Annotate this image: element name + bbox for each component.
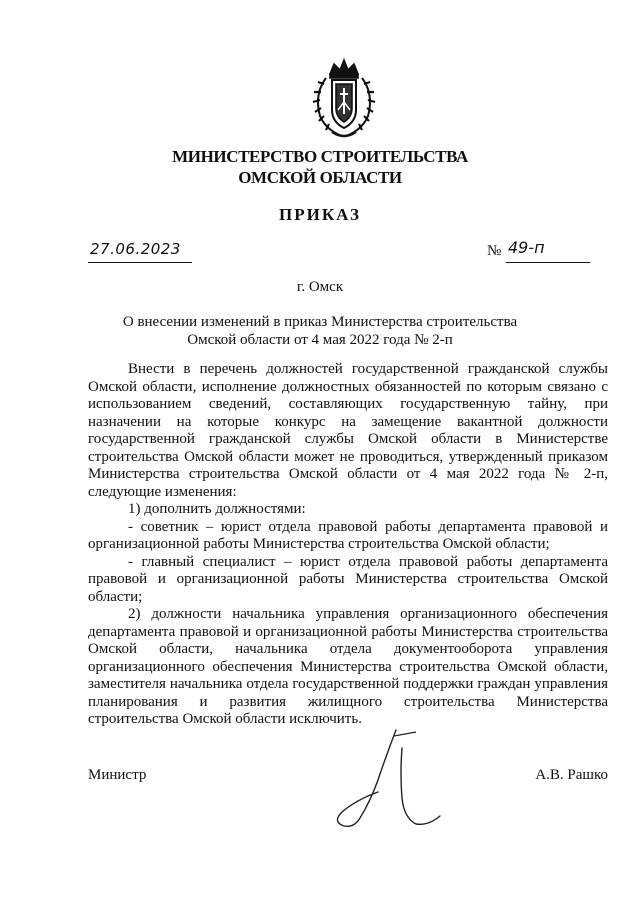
date-underline	[88, 262, 192, 263]
subject-line1: О внесении изменений в приказ Министерства строительства	[122, 314, 518, 330]
number-label: №	[487, 243, 502, 259]
subject-heading	[0, 313, 640, 349]
signatory-position: Министр	[88, 767, 147, 783]
signatory-name: А.В. Рашко	[535, 767, 608, 783]
subject-line2: Омской области от 4 мая 2022 года № 2-п	[187, 332, 453, 348]
document-type-title: ПРИКАЗ	[279, 205, 361, 224]
number-underline	[506, 262, 590, 263]
body-item-1-b: - главный специалист – юрист отдела правовой работы департамента правовой и организационной работы Министерства строительства Омской области;	[88, 553, 608, 605]
ministry-name-line1: МИНИСТЕРСТВО СТРОИТЕЛЬСТВА	[172, 147, 468, 166]
city: г. Омск	[296, 279, 344, 295]
body-item-1-a: - советник – юрист отдела правовой работы департамента правовой и организационной работы Министерства строительства Омской области;	[88, 518, 608, 552]
coat-of-arms-icon	[296, 54, 392, 140]
ministry-name-line2: ОМСКОЙ ОБЛАСТИ	[238, 168, 402, 187]
handwritten-date	[88, 240, 192, 262]
body-item-2: 2) должности начальника управления организационного обеспечения департамента правовой и организационной работы Министерства строительства Омской области, начальника отдела документооборота управления организационного обеспечения Министерства строительства Омской области, заместителя начальника отдела государственной поддержки граждан управления планирования и развития жилищного строительства Министерства строительства Омской области исключить.	[88, 606, 608, 727]
ministry-name	[0, 146, 640, 188]
body-intro-paragraph: Внести в перечень должностей государственной гражданской службы Омской области, исполнение должностных обязанностей по которым связано с использованием сведений, составляющих государственную тайну, при назначении на которые конкурс на замещение вакантной должности государственной гражданской службы Омской области в Министерстве строительства Омской области может не проводиться, утвержденный приказом Министерства строительства Омской области от 4 мая 2022 года № 2-п, следующие изменения:	[88, 361, 608, 500]
document-number: 49-п	[508, 238, 545, 257]
date-value: 27.06.2023	[90, 240, 181, 258]
body-item-1: 1) дополнить должностями:	[128, 501, 306, 517]
handwritten-signature-icon	[320, 728, 460, 832]
order-body	[88, 361, 608, 729]
